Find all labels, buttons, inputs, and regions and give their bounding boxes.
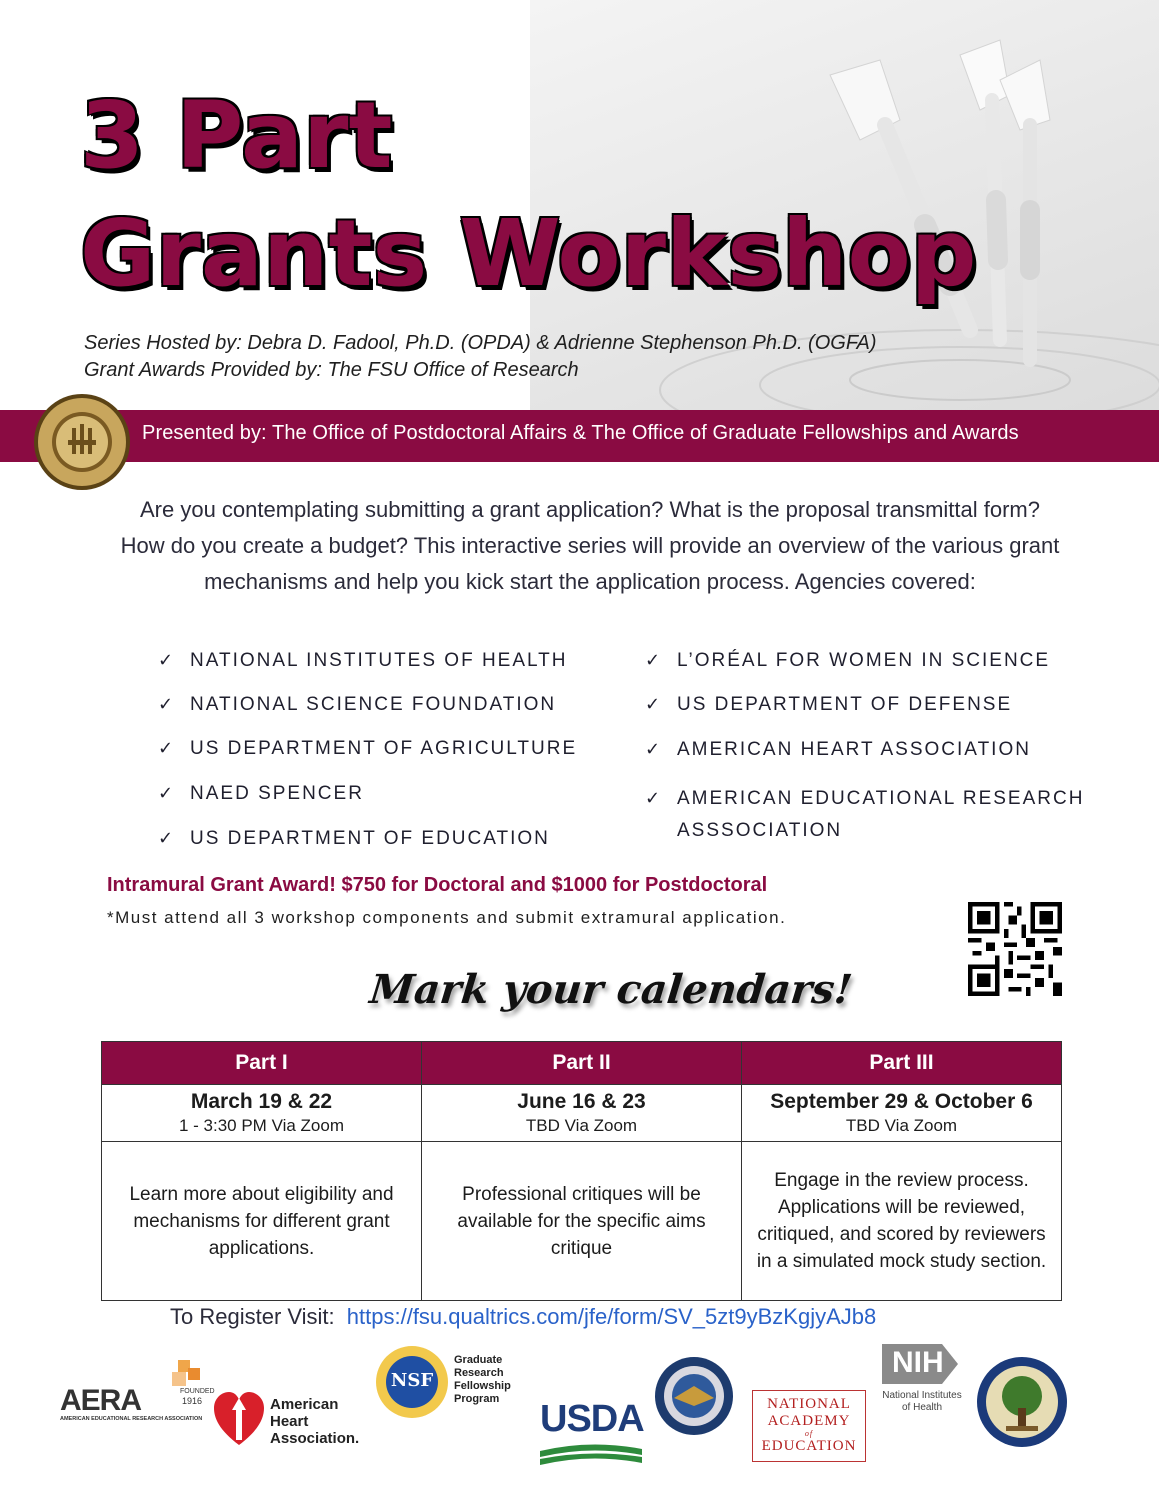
- nsf-logo: [374, 1344, 524, 1434]
- usda-logo: [540, 1398, 642, 1468]
- fsu-seal-icon: [32, 392, 132, 492]
- session-dates: September 29 & October 6: [770, 1090, 1033, 1113]
- part-header: Part I: [102, 1042, 422, 1085]
- session-dates: March 19 & 22: [190, 1090, 333, 1113]
- nih-mark: NIH: [892, 1346, 944, 1379]
- checkmark-icon: ✓: [158, 828, 174, 849]
- sponsor-logos: [0, 1340, 1159, 1500]
- schedule-header-row: [102, 1042, 1062, 1085]
- session-time: TBD Via Zoom: [525, 1116, 638, 1135]
- agency-item: ✓ US DEPARTMENT OF AGRICULTURE: [190, 733, 577, 765]
- aera-logo: [60, 1358, 215, 1422]
- dod-seal-icon: [654, 1356, 734, 1436]
- session-time: TBD Via Zoom: [845, 1116, 958, 1135]
- agency-item: ✓ AMERICAN HEART ASSOCIATION: [677, 734, 1031, 766]
- schedule-description-row: [102, 1142, 1062, 1301]
- agency-item: ✓ AMERICAN EDUCATIONAL RESEARCH ASSSOCIATION: [677, 783, 1084, 847]
- register-link[interactable]: https://fsu.qualtrics.com/jfe/form/SV_5zt9yBzKgjyAJb8: [346, 1304, 877, 1329]
- award-provider-line: Grant Awards Provided by: The FSU Office of Research: [84, 359, 579, 381]
- title-line-2: Grants Workshop: [80, 200, 977, 307]
- agency-item: ✓ NAED SPENCER: [190, 778, 364, 810]
- checkmark-icon: ✓: [645, 694, 661, 715]
- part-header: Part II: [422, 1042, 742, 1085]
- session-time: 1 - 3:30 PM Via Zoom: [178, 1116, 345, 1135]
- hosts-line: Series Hosted by: Debra D. Fadool, Ph.D. (OPDA) & Adrienne Stephenson Ph.D. (OGFA): [84, 332, 877, 354]
- aera-mark: AERA: [60, 1384, 142, 1417]
- date-cell: [422, 1085, 742, 1142]
- session-description: Professional critiques will be available for the specific aims critique: [422, 1142, 742, 1301]
- aera-year: 1916: [182, 1396, 203, 1406]
- part-header: Part III: [742, 1042, 1062, 1085]
- register-line: [170, 1304, 876, 1330]
- agency-item: ✓ L’ORÉAL FOR WOMEN IN SCIENCE: [677, 645, 1050, 677]
- session-dates: June 16 & 23: [517, 1090, 646, 1113]
- presented-by-banner: [0, 410, 1159, 462]
- checkmark-icon: ✓: [158, 694, 174, 715]
- nih-logo: [872, 1340, 972, 1440]
- date-cell: [102, 1085, 422, 1142]
- title-line-1: 3 Part: [80, 82, 393, 189]
- agency-item: ✓ NATIONAL SCIENCE FOUNDATION: [190, 689, 556, 721]
- agency-item: ✓ US DEPARTMENT OF EDUCATION: [190, 823, 550, 855]
- award-headline: Intramural Grant Award! $750 for Doctoral and $1000 for Postdoctoral: [107, 874, 768, 896]
- aera-subtitle: AMERICAN EDUCATIONAL RESEARCH ASSOCIATION: [60, 1416, 203, 1422]
- mark-calendars-heading: Mark your calendars!: [367, 966, 855, 1013]
- date-cell: [742, 1085, 1062, 1142]
- schedule-table: [101, 1041, 1062, 1301]
- nsf-program: Graduate Research Fellowship Program: [454, 1354, 511, 1405]
- aha-wordmark: American Heart Association.: [270, 1396, 360, 1447]
- checkmark-icon: ✓: [158, 650, 174, 671]
- session-description: Learn more about eligibility and mechanisms for different grant applications.: [102, 1142, 422, 1301]
- usda-hills-icon: [540, 1441, 642, 1467]
- checkmark-icon: ✓: [158, 738, 174, 759]
- award-note: *Must attend all 3 workshop components and submit extramural application.: [107, 908, 787, 927]
- hosts-block: [84, 330, 877, 384]
- checkmark-icon: ✓: [645, 788, 661, 809]
- intro-paragraph: Are you contemplating submitting a grant application? What is the proposal transmittal form? How do you create a budget? This interactive series will provide an overview of the various grant mechanisms and help you kick start the application process. Agencies covered:: [120, 497, 1060, 594]
- usda-mark: USDA: [540, 1398, 644, 1440]
- banner-text: Presented by: The Office of Postdoctoral Affairs & The Office of Graduate Fellowships and Awards: [142, 422, 1019, 444]
- checkmark-icon: ✓: [645, 650, 661, 671]
- checkmark-icon: ✓: [158, 783, 174, 804]
- qr-code-icon[interactable]: [968, 902, 1062, 996]
- nih-name: National Institutes of Health: [882, 1390, 962, 1413]
- heart-torch-icon: [214, 1390, 264, 1450]
- aera-founded: FOUNDED: [180, 1388, 215, 1395]
- nae-logo: NATIONAL ACADEMY of EDUCATION: [752, 1390, 866, 1462]
- agency-item: ✓ US DEPARTMENT OF DEFENSE: [677, 689, 1012, 721]
- register-label: To Register Visit:: [170, 1304, 335, 1329]
- nsf-mark: NSF: [390, 1370, 434, 1391]
- session-description: Engage in the review process. Applications will be reviewed, critiqued, and scored by reviewers in a simulated mock study section.: [742, 1142, 1062, 1301]
- education-seal-icon: [976, 1356, 1068, 1448]
- aha-logo: [214, 1390, 360, 1470]
- agency-item: ✓ NATIONAL INSTITUTES OF HEALTH: [190, 645, 568, 677]
- schedule-dates-row: [102, 1085, 1062, 1142]
- checkmark-icon: ✓: [645, 739, 661, 760]
